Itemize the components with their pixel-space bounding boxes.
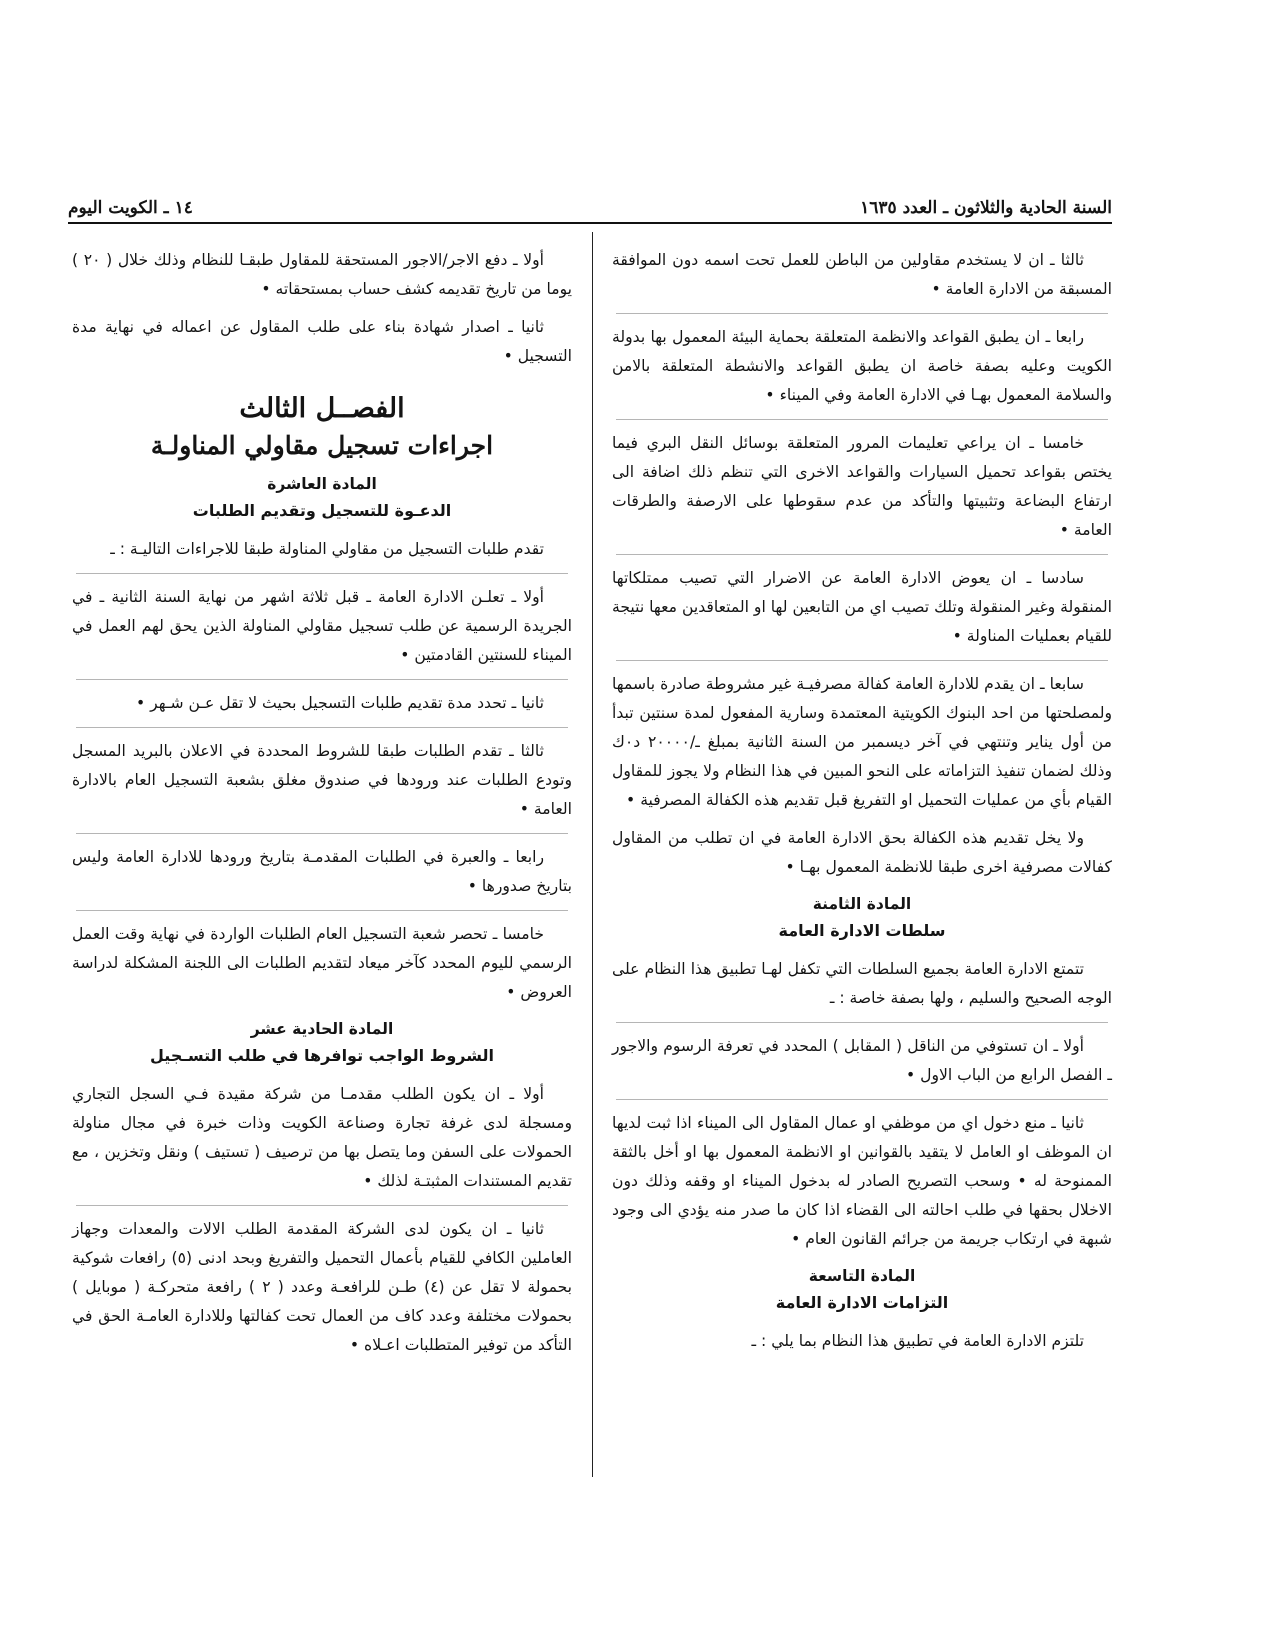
paragraph-divider [616, 660, 1108, 661]
paragraph-divider [616, 313, 1108, 314]
article-heading: المادة الثامنة [812, 895, 912, 913]
chapter-subtitle: اجراءات تسجيل مقاولي المناولـة [150, 431, 494, 460]
header-rule [68, 222, 1112, 224]
paragraph-divider [76, 573, 568, 574]
paragraph-divider [616, 554, 1108, 555]
paragraph-divider [76, 727, 568, 728]
paragraph: أولا ـ تعلـن الادارة العامة ـ قبل ثلاثة اشهر من نهاية السنة الثانية ـ في الجريدة الرسمية عن طلب تسجيل مقاولي المناولة الذين يحق لهم العمل في الميناء للسنتين القادمتين • [72, 588, 572, 664]
issue-label: السنة الحادية والثلاثون ـ العدد ١٦٣٥ [860, 198, 1112, 218]
paragraph: ثانيا ـ تحدد مدة تقديم طلبات التسجيل بحيث لا تقل عـن شـهر • [135, 694, 544, 712]
paragraph: ثانيا ـ منع دخول اي من موظفي او عمال المقاول الى الميناء اذا ثبت لديها ان الموظف او العامل لا يتقيد بالقوانين او الانظمة المعمول بها او أخل بالثقة الممنوحة له • وسحب التصريح الصادر له بدخول الميناء او وقفه وذلك دون الاخلال بحقها في طلب احالته الى القضاء اذا كان ما صدر منه يؤدي الى وجود شبهة في ارتكاب جريمة من جرائم القانون العام • [612, 1114, 1112, 1248]
paragraph: رابعا ـ ان يطبق القواعد والانظمة المتعلقة بحماية البيئة المعمول بها بدولة الكويت وعليه بصفة خاصة ان يطبق القواعد والانشطة المتعلقة بالامن والسلامة المعمول بهـا في الادارة العامة وفي الميناء • [612, 328, 1112, 404]
paragraph: تتمتع الادارة العامة بجميع السلطات التي تكفل لهـا تطبيق هذا النظام على الوجه الصحيح والسليم ، ولها بصفة خاصة : ـ [612, 960, 1112, 1007]
article-subheading: الدعـوة للتسجيل وتقديم الطلبات [192, 501, 452, 520]
column-divider [592, 232, 593, 1477]
page-label: ١٤ ـ الكويت اليوم [68, 198, 193, 218]
paragraph: تلتزم الادارة العامة في تطبيق هذا النظام بما يلي : ـ [751, 1332, 1084, 1350]
paragraph: رابعا ـ والعبرة في الطلبات المقدمـة بتاريخ ورودها للادارة العامة وليس بتاريخ صدورها • [72, 848, 572, 895]
paragraph: أولا ـ ان تستوفي من الناقل ( المقابل ) المحدد في تعرفة الرسوم والاجور ـ الفصل الرابع من الباب الاول • [612, 1037, 1112, 1084]
right-column [612, 246, 1112, 1365]
paragraph: ولا يخل تقديم هذه الكفالة بحق الادارة العامة في ان تطلب من المقاول كفالات مصرفية اخرى طبقا للانظمة المعمول بهـا • [612, 829, 1112, 876]
left-column [72, 246, 572, 1369]
paragraph-divider [616, 1099, 1108, 1100]
paragraph: سابعا ـ ان يقدم للادارة العامة كفالة مصرفيـة غير مشروطة صادرة باسمها ولمصلحتها من احد البنوك الكويتية المعتمدة وسارية المفعول لمدة سنتين تبدأ من أول يناير وتنتهي في آخر ديسمبر من السنة الثانية بمبلغ ـ/٢٠٠٠٠ د٠ك وذلك لضمان تنفيذ التزاماته على النحو المبين في هذا النظام ولا يجوز للمقاول القيام بأي من عمليات التحميل او التفريغ قبل تقديم هذه الكفالة المصرفية • [612, 675, 1112, 809]
paragraph: ثالثا ـ ان لا يستخدم مقاولين من الباطن للعمل تحت اسمه دون الموافقة المسبقة من الادارة العامة • [612, 251, 1112, 298]
article-subheading: سلطات الادارة العامة [778, 921, 946, 940]
paragraph-divider [76, 1205, 568, 1206]
article-heading: المادة الحادية عشر [250, 1020, 394, 1038]
paragraph-divider [616, 1022, 1108, 1023]
paragraph: ثانيا ـ اصدار شهادة بناء على طلب المقاول عن اعماله في نهاية مدة التسجيل • [72, 318, 572, 365]
paragraph: تقدم طلبات التسجيل من مقاولي المناولة طبقا للاجراءات التاليـة : ـ [110, 540, 544, 558]
paragraph-divider [76, 833, 568, 834]
paragraph-divider [76, 910, 568, 911]
article-heading: المادة العاشرة [267, 475, 377, 493]
paragraph: ثالثا ـ تقدم الطلبات طبقا للشروط المحددة في الاعلان بالبريد المسجل وتودع الطلبات عند ورودها في صندوق مغلق بشعبة التسجيل العام بالادارة العامة • [72, 742, 572, 818]
paragraph: خامسا ـ تحصر شعبة التسجيل العام الطلبات الواردة في نهاية وقت العمل الرسمي لليوم المحدد كآخر ميعاد لتقديم الطلبات الى اللجنة المشكلة لدراسة العروض • [72, 925, 572, 1001]
article-subheading: الشروط الواجب توافرها في طلب التسـجيل [150, 1046, 494, 1065]
paragraph-divider [616, 419, 1108, 420]
article-subheading: التزامات الادارة العامة [775, 1293, 949, 1312]
paragraph: خامسا ـ ان يراعي تعليمات المرور المتعلقة بوسائل النقل البري فيما يختص بقواعد تحميل السيارات والقواعد الاخرى التي تنظم ذلك اضافة الى ارتفاع البضاعة وتثبيتها والتأكد من عدم سقوطها على الارصفة والطرقات العامة • [612, 434, 1112, 539]
chapter-title: الفصــل الثالث [239, 393, 405, 424]
paragraph: سادسا ـ ان يعوض الادارة العامة عن الاضرار التي تصيب ممتلكاتها المنقولة وغير المنقولة وتلك تصيب اي من التابعين لها او المتعاقدين معها نتيجة للقيام بعمليات المناولة • [612, 569, 1112, 645]
page-header [68, 186, 1112, 218]
paragraph: أولا ـ دفع الاجر/الاجور المستحقة للمقاول طبقـا للنظام وذلك خلال ( ٢٠ ) يوما من تاريخ تقديمه كشف حساب بمستحقاته • [72, 251, 572, 298]
paragraph: أولا ـ ان يكون الطلب مقدمـا من شركة مقيدة فـي السجل التجاري ومسجلة لدى غرفة تجارة وصناعة الكويت وذات خبرة في مجال مناولة الحمولات على السفن وما يتصل بها من ترصيف ( تستيف ) ونقل وتخزين ، مع تقديم المستندات المثبتـة لذلك • [72, 1085, 572, 1190]
paragraph-divider [76, 679, 568, 680]
article-heading: المادة التاسعة [808, 1267, 916, 1285]
paragraph: ثانيا ـ ان يكون لدى الشركة المقدمة الطلب الالات والمعدات وجهاز العاملين الكافي للقيام بأعمال التحميل والتفريغ وبحد ادنى (٥) رافعات شوكية بحمولة لا تقل عن (٤) طـن للرافعـة وعدد ( ٢ ) رافعة متحركـة ( موبايل ) بحمولات مختلفة وعدد كاف من العمال تحت كفالتها وللادارة العامـة الحق في التأكد من توفير المتطلبات اعـلاه • [72, 1220, 573, 1354]
